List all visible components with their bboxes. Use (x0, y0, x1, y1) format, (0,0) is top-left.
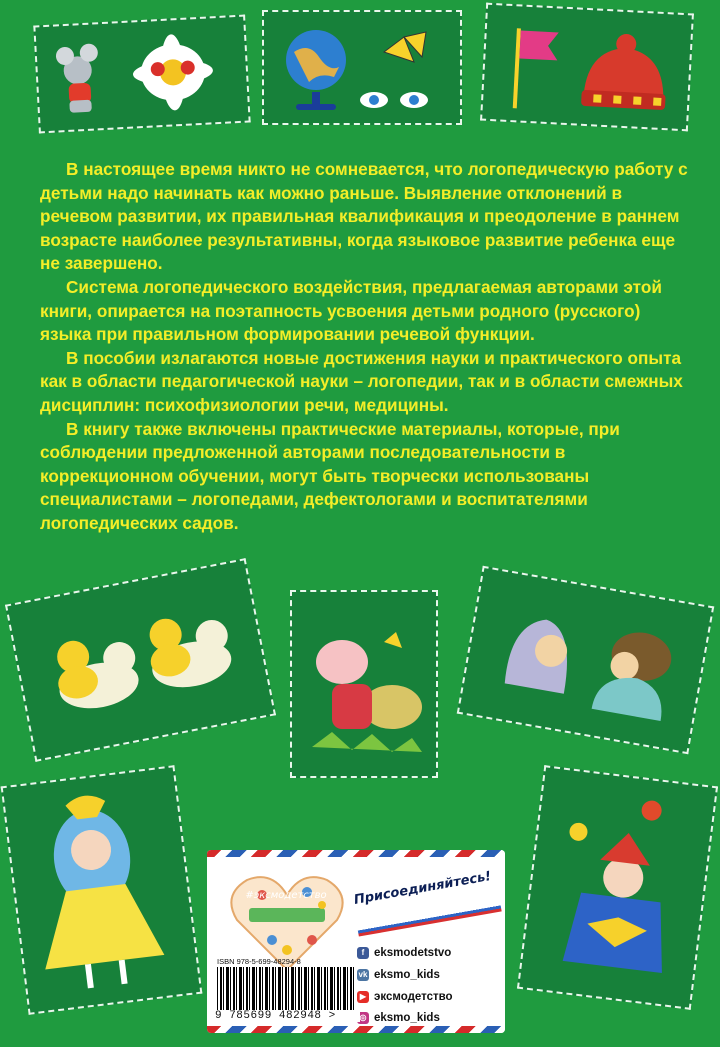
social-vk[interactable] (357, 965, 505, 984)
globe-butterfly-illustration (264, 12, 460, 123)
isbn-label: ISBN 978-5-699-48294-8 (217, 957, 301, 966)
postcard-bottom-stripe (207, 1026, 505, 1033)
girl-illustration (3, 767, 200, 1012)
social-label: eksmo_kids (374, 968, 440, 981)
card-pig (290, 590, 438, 778)
card-clown (517, 765, 718, 1010)
chicks-ducks-illustration (7, 561, 272, 760)
card-flag-hat (480, 3, 694, 132)
youtube-icon: ▶ (357, 991, 369, 1003)
card-mouse-daisy (33, 15, 250, 134)
social-instagram[interactable] (357, 1008, 505, 1027)
vk-icon: vk (358, 970, 368, 979)
card-hedgehogs (457, 566, 714, 755)
social-label: эксмодетство (374, 990, 453, 1003)
mouse-daisy-illustration (35, 17, 250, 133)
facebook-icon: f (357, 947, 369, 959)
instagram-icon: ◎ (357, 1012, 369, 1024)
clown-illustration (519, 767, 716, 1007)
social-label: eksmodetstvo (374, 946, 452, 959)
description-text (40, 158, 690, 536)
social-facebook[interactable] (357, 943, 505, 962)
paragraph-3: В пособии излагаются новые достижения науки и практического опыта как в области педагогической науки – логопедии, так и в области смежных дисциплин: психофизиологии речи, медицины. (40, 347, 683, 415)
social-youtube[interactable] (357, 987, 505, 1006)
postcard-top-stripe (207, 850, 505, 857)
publisher-postcard (207, 850, 505, 1033)
hashtag-label: #эксмодетство (245, 890, 327, 901)
russian-flag-stripe (357, 902, 501, 936)
card-chicks-ducks (5, 558, 276, 762)
social-label: eksmo_kids (374, 1011, 440, 1024)
paragraph-1: В настоящее время никто не сомневается, что логопедическую работу с детьми надо начинать как можно раньше. Выявление отклонений в речевом развитии, их правильная квалификация и преодоление в раннем возрасте наиболее результативны, когда языковое развитие ребенка еще не завершено. (40, 159, 688, 274)
card-globe-butterfly (262, 10, 462, 125)
hedgehogs-illustration (459, 568, 711, 752)
join-us-label: Присоединяйтесь! (352, 868, 493, 908)
barcode-number: 9 785699 482948 > (215, 1010, 360, 1022)
pig-illustration (292, 592, 436, 776)
paragraph-4: В книгу также включены практические материалы, которые, при соблюдении предложенной авторами последовательности в коррекционном обучении, могут быть творчески использованы специалистами – логопедами, дефектологами и воспитателями логопедических садов. (40, 418, 620, 533)
flag-hat-illustration (482, 5, 692, 130)
card-girl (1, 765, 203, 1015)
paragraph-2: Система логопедического воздействия, предлагаемая авторами этой книги, опирается на поэтапность усвоения детьми родного (русского) языка при правильном формировании речевой функции. (40, 276, 662, 345)
